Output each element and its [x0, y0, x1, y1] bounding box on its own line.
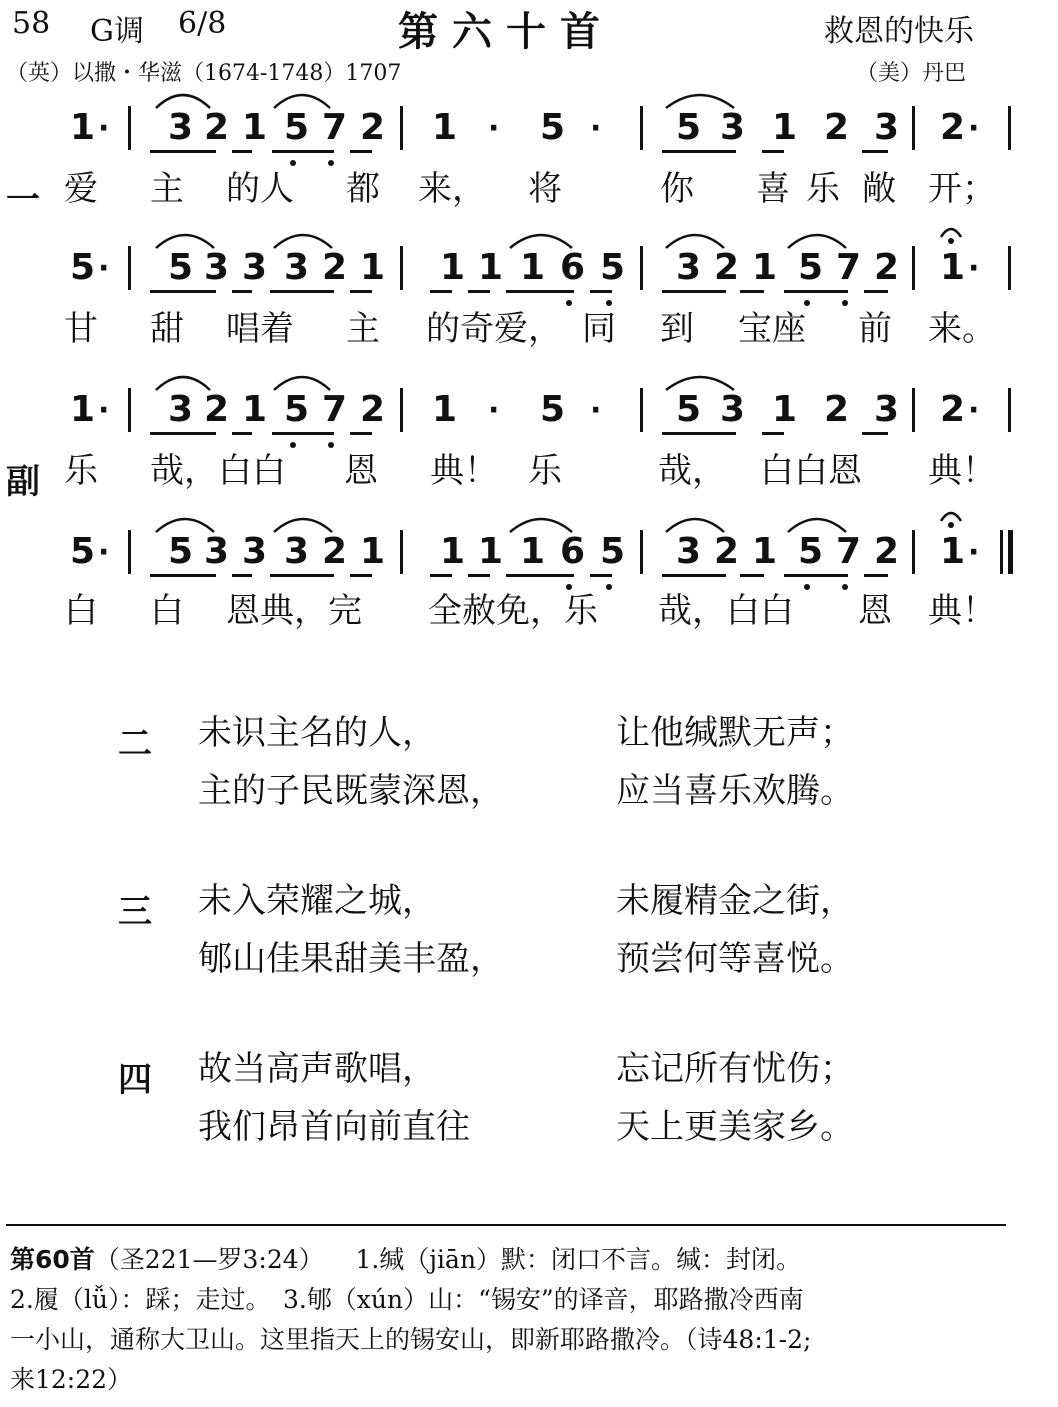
note: 2	[204, 389, 230, 430]
verse-line: 郇山佳果甜美丰盈，	[198, 939, 504, 979]
beam-underline	[270, 290, 334, 293]
fermata-icon	[939, 508, 963, 522]
beam-underline	[506, 574, 574, 577]
note: 7	[322, 107, 348, 148]
note: 2	[714, 531, 740, 572]
pickup-note: 5	[70, 531, 96, 572]
note: 1	[940, 531, 966, 572]
note: 5	[676, 107, 702, 148]
verse-line: 未履精金之街，	[616, 881, 854, 921]
beam-underline	[784, 290, 848, 293]
lyric-syllable: 喜	[756, 169, 790, 209]
note: 7	[836, 531, 862, 572]
verse-label: 三	[118, 892, 152, 932]
low-octave-dot	[842, 584, 848, 590]
hymn-name: 救恩的快乐	[824, 14, 974, 49]
beam-underline	[468, 290, 490, 293]
slur-arc	[154, 88, 212, 110]
beam-underline	[430, 574, 452, 577]
note: 3	[676, 247, 702, 288]
beam-underline	[864, 574, 888, 577]
note: 1	[242, 389, 268, 430]
low-octave-dot	[290, 160, 296, 166]
slur-arc	[664, 512, 726, 534]
lyric-syllable: 乐	[806, 169, 840, 209]
note: 5	[540, 389, 566, 430]
beam-underline	[150, 150, 216, 153]
lyric-syllable: 典！	[928, 451, 996, 491]
note: 3	[168, 107, 194, 148]
lyric-syllable: 典！	[928, 591, 996, 631]
note: 6	[560, 531, 586, 572]
hymn-number: 58	[12, 6, 51, 41]
note: 2	[360, 107, 386, 148]
note: 2	[824, 107, 850, 148]
note: 2	[824, 389, 850, 430]
pickup-note: 1	[70, 107, 96, 148]
barline	[400, 106, 403, 150]
note: 2	[940, 389, 966, 430]
beam-underline	[232, 432, 252, 435]
barline	[400, 530, 403, 574]
note: 3	[874, 107, 900, 148]
high-octave-dot	[948, 238, 954, 244]
footnote-divider	[6, 1224, 1006, 1226]
note: 3	[168, 389, 194, 430]
dot-duration: ·	[968, 535, 980, 570]
footnote-ref: （圣221—罗3:24）	[94, 1245, 324, 1274]
beam-underline	[350, 574, 372, 577]
lyric-syllable: 爱	[64, 169, 98, 209]
barline	[912, 106, 915, 150]
note: 5	[540, 107, 566, 148]
footnote-line: 1.缄（jiān）默：闭口不言。缄：封闭。	[355, 1245, 802, 1274]
note: 1	[360, 531, 386, 572]
lyric-syllable: 哉，白白	[150, 451, 286, 491]
barline	[912, 246, 915, 290]
note: 1	[478, 531, 504, 572]
note: 3	[676, 531, 702, 572]
beam-underline	[430, 290, 452, 293]
lyric-syllable: 开；	[928, 169, 996, 209]
lyric-syllable: 将	[528, 169, 562, 209]
footnote-line: 来12:22）	[10, 1365, 133, 1394]
note: 3	[242, 247, 268, 288]
note: 7	[322, 389, 348, 430]
slur-arc	[154, 370, 212, 392]
low-octave-dot	[804, 300, 810, 306]
slur-arc	[272, 370, 332, 392]
lyric-syllable: 典！	[430, 451, 498, 491]
note: 5	[798, 531, 824, 572]
note: 1	[432, 107, 458, 148]
beam-underline	[762, 150, 784, 153]
beam-underline	[590, 574, 612, 577]
note: 5	[168, 247, 194, 288]
barline	[912, 388, 915, 432]
beam-underline	[590, 290, 612, 293]
beam-underline	[232, 150, 252, 153]
beam-underline	[350, 290, 372, 293]
footnote-line: 一小山，通称大卫山。这里指天上的锡安山，即新耶路撒冷。（诗48:1-2;	[10, 1325, 812, 1354]
beam-underline	[784, 574, 848, 577]
beam-underline	[350, 432, 372, 435]
low-octave-dot	[328, 442, 334, 448]
barline	[640, 530, 643, 574]
note: 1	[440, 531, 466, 572]
low-octave-dot	[804, 584, 810, 590]
dot-duration: ·	[98, 111, 110, 146]
beam-underline	[232, 574, 252, 577]
note: 5	[284, 107, 310, 148]
dot-duration: ·	[98, 393, 110, 428]
lyric-syllable: 到	[660, 309, 694, 349]
dot-duration: ·	[968, 251, 980, 286]
note: 2	[322, 531, 348, 572]
barline	[128, 106, 131, 150]
note: 6	[560, 247, 586, 288]
note: 2	[204, 107, 230, 148]
beam-underline	[150, 290, 216, 293]
barline	[128, 388, 131, 432]
note: 1	[440, 247, 466, 288]
verse-line: 主的子民既蒙深恩，	[198, 771, 504, 811]
lyric-syllable: 来。	[928, 309, 996, 349]
note: 3	[204, 247, 230, 288]
lyric-syllable: 白	[64, 591, 98, 631]
note: 1	[520, 247, 546, 288]
slur-arc	[154, 228, 216, 250]
note: 1	[432, 389, 458, 430]
lyric-syllable: 甜	[150, 309, 184, 349]
footnote-line: 2.履（lǚ）：踩；走过。 3.郇（xún）山：“锡安”的译音，耶路撒冷西南	[10, 1285, 804, 1314]
low-octave-dot	[328, 160, 334, 166]
slur-arc	[508, 228, 574, 250]
beam-underline	[862, 432, 888, 435]
low-octave-dot	[566, 300, 572, 306]
verse-line: 预尝何等喜悦。	[616, 939, 854, 979]
note: 3	[284, 247, 310, 288]
beam-underline	[662, 574, 726, 577]
lyric-syllable: 唱着	[226, 309, 294, 349]
lyric-syllable: 敞	[862, 169, 896, 209]
verse-line: 应当喜乐欢腾。	[616, 771, 854, 811]
lyric-syllable: 恩	[344, 451, 378, 491]
low-octave-dot	[290, 442, 296, 448]
dot-duration: ·	[98, 535, 110, 570]
beam-underline	[662, 290, 726, 293]
dot-duration: ·	[968, 111, 980, 146]
barline	[128, 530, 131, 574]
barline	[1008, 106, 1011, 150]
composer-credit: （美）丹巴	[856, 61, 967, 86]
slur-arc	[664, 88, 736, 110]
slur-arc	[664, 370, 736, 392]
note: 5	[798, 247, 824, 288]
lyric-syllable: 白	[150, 591, 184, 631]
lyricist-credit: （英）以撒・华滋（1674-1748）1707	[6, 61, 402, 86]
slur-arc	[786, 228, 848, 250]
dot-duration: ·	[488, 111, 500, 146]
low-octave-dot	[842, 300, 848, 306]
pickup-note: 5	[70, 247, 96, 288]
final-barline	[1008, 530, 1013, 574]
barline	[128, 246, 131, 290]
note: 1	[940, 247, 966, 288]
note: 1	[520, 531, 546, 572]
note: 3	[874, 389, 900, 430]
beam-underline	[270, 574, 334, 577]
verse-line: 故当高声歌唱，	[198, 1049, 436, 1089]
note: 5	[284, 389, 310, 430]
note: 1	[242, 107, 268, 148]
verse-line: 让他缄默无声；	[616, 713, 854, 753]
beam-underline	[506, 290, 574, 293]
lyric-syllable: 全赦免，乐	[428, 591, 598, 631]
beam-underline	[864, 290, 888, 293]
note: 3	[284, 531, 310, 572]
note: 3	[720, 107, 746, 148]
lyric-syllable: 甘	[64, 309, 98, 349]
beam-underline	[662, 150, 736, 153]
note: 3	[720, 389, 746, 430]
beam-underline	[662, 432, 736, 435]
footnotes	[10, 1240, 1010, 1400]
beam-underline	[862, 150, 888, 153]
slur-arc	[272, 228, 334, 250]
note: 5	[676, 389, 702, 430]
note: 1	[772, 389, 798, 430]
time-signature: 6/8	[178, 6, 227, 41]
lyric-syllable: 乐	[528, 451, 562, 491]
verse-line: 未入荣耀之城，	[198, 881, 436, 921]
lyric-syllable: 主	[346, 309, 380, 349]
slur-arc	[664, 228, 726, 250]
slur-arc	[786, 512, 848, 534]
barline	[640, 106, 643, 150]
low-octave-dot	[606, 584, 612, 590]
dot-duration: ·	[98, 251, 110, 286]
barline	[400, 388, 403, 432]
lyric-syllable: 的人	[226, 169, 294, 209]
high-octave-dot	[948, 522, 954, 528]
lyric-syllable: 同	[582, 309, 616, 349]
barline	[400, 246, 403, 290]
verse-label: 四	[118, 1060, 152, 1100]
note: 7	[836, 247, 862, 288]
dot-duration: ·	[590, 111, 602, 146]
dot-duration: ·	[590, 393, 602, 428]
lyric-syllable: 乐	[64, 451, 98, 491]
beam-underline	[232, 290, 252, 293]
lyric-syllable: 宝座	[738, 309, 806, 349]
barline	[640, 246, 643, 290]
beam-underline	[762, 432, 784, 435]
verse-mark: 一	[6, 180, 40, 220]
page-title: 第六十首	[398, 9, 614, 55]
note: 5	[168, 531, 194, 572]
lyric-syllable: 来，	[418, 169, 486, 209]
footnote-heading: 第60首	[10, 1245, 95, 1274]
lyric-syllable: 的奇爱，	[426, 309, 562, 349]
final-barline	[1000, 530, 1003, 574]
note: 1	[478, 247, 504, 288]
key-signature: G调	[90, 14, 144, 49]
beam-underline	[272, 150, 334, 153]
lyric-syllable: 都	[346, 169, 380, 209]
dot-duration: ·	[968, 393, 980, 428]
note: 1	[752, 531, 778, 572]
beam-underline	[150, 574, 216, 577]
note: 2	[360, 389, 386, 430]
low-octave-dot	[566, 584, 572, 590]
pickup-note: 1	[70, 389, 96, 430]
barline	[1008, 246, 1011, 290]
slur-arc	[508, 512, 574, 534]
note: 2	[714, 247, 740, 288]
note: 2	[940, 107, 966, 148]
lyric-syllable: 前	[858, 309, 892, 349]
barline	[912, 530, 915, 574]
lyric-syllable: 哉，白白	[658, 591, 794, 631]
verse-mark: 副	[6, 462, 40, 502]
dot-duration: ·	[488, 393, 500, 428]
note: 5	[600, 247, 626, 288]
lyric-syllable: 恩典，完	[226, 591, 362, 631]
barline	[1008, 388, 1011, 432]
lyric-syllable: 主	[150, 169, 184, 209]
note: 3	[242, 531, 268, 572]
beam-underline	[350, 150, 372, 153]
verse-line: 我们昂首向前直往	[198, 1107, 470, 1147]
lyric-syllable: 哉，	[658, 451, 726, 491]
slur-arc	[272, 512, 334, 534]
verse-line: 未识主名的人，	[198, 713, 436, 753]
fermata-icon	[939, 224, 963, 238]
slur-arc	[154, 512, 216, 534]
note: 2	[874, 531, 900, 572]
verse-line: 天上更美家乡。	[616, 1107, 854, 1147]
verse-label: 二	[118, 724, 152, 764]
note: 2	[322, 247, 348, 288]
note: 5	[600, 531, 626, 572]
slur-arc	[272, 88, 332, 110]
note: 1	[360, 247, 386, 288]
lyric-syllable: 恩	[858, 591, 892, 631]
note: 1	[752, 247, 778, 288]
low-octave-dot	[606, 300, 612, 306]
note: 1	[772, 107, 798, 148]
note: 2	[874, 247, 900, 288]
beam-underline	[740, 574, 764, 577]
verse-line: 忘记所有忧伤；	[616, 1049, 854, 1089]
beam-underline	[468, 574, 490, 577]
beam-underline	[272, 432, 334, 435]
beam-underline	[740, 290, 764, 293]
note: 3	[204, 531, 230, 572]
lyric-syllable: 白白恩	[760, 451, 862, 491]
beam-underline	[150, 432, 216, 435]
lyric-syllable: 你	[660, 169, 694, 209]
barline	[640, 388, 643, 432]
